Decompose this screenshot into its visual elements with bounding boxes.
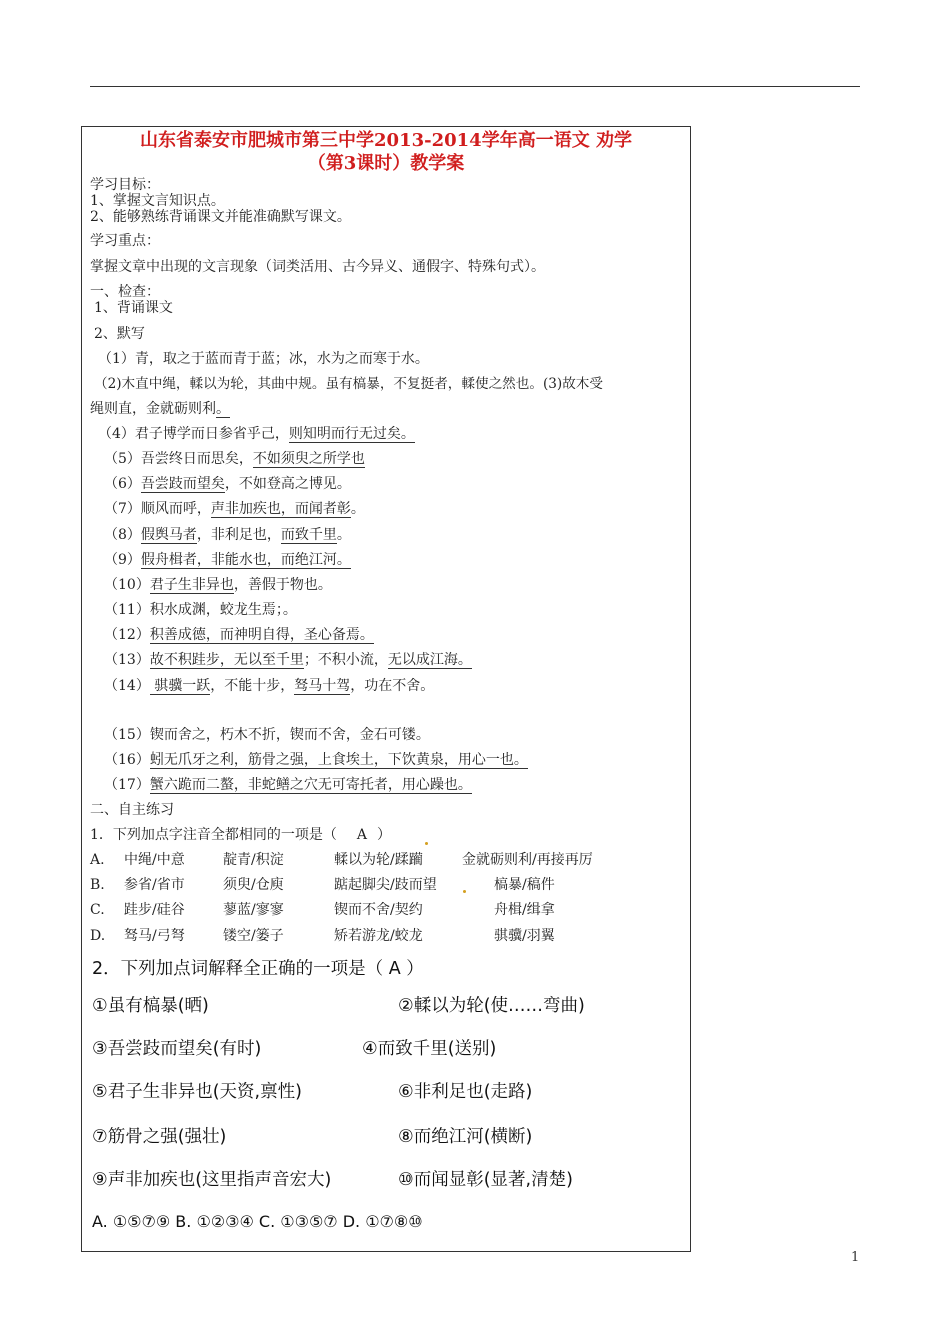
check-item-2: 2、默写: [94, 326, 145, 342]
q2-stem: 2．下列加点词解释全正确的一项是（ A ）: [92, 959, 424, 979]
q2-item-7: ⑦筋骨之强(强壮): [92, 1127, 227, 1147]
check-heading: 一、检查：: [90, 284, 160, 300]
check-item-1: 1、背诵课文: [94, 300, 173, 316]
q2-item-4: ④而致千里(送别): [362, 1039, 497, 1059]
recite-line-12: （12）积善成德，而神明自得，圣心备焉。: [104, 627, 374, 643]
recite-line-11: （11）积水成渊，蛟龙生焉；。: [104, 602, 297, 618]
recite-line-7: （7）顺风而呼，声非加疾也，而闻者彰。: [104, 501, 365, 517]
header-rule: [90, 86, 860, 87]
doc-title-line1: 山东省泰安市肥城市第三中学2013-2014学年高一语文 劝学: [140, 130, 632, 151]
recite-line-13: （13）故不积跬步，无以至千里；不积小流，无以成江海。: [104, 652, 472, 668]
recite-line-15: （15）锲而舍之，朽木不折，锲而不舍，金石可镂。: [104, 727, 430, 743]
goal-item-2: 2、能够熟练背诵课文并能准确默写课文。: [90, 209, 351, 225]
q1-stem: 1．下列加点字注音全都相同的一项是（ A ）: [90, 827, 392, 843]
recite-line-9: （9）假舟楫者，非能水也，而绝江河。: [104, 552, 351, 568]
recite-line-4: （4）君子博学而日参省乎己，则知明而行无过矣。: [98, 426, 415, 442]
q2-item-3: ③吾尝跂而望矣(有时): [92, 1039, 262, 1059]
q2-item-6: ⑥非利足也(走路): [398, 1082, 533, 1102]
emphasis-dot: [425, 842, 428, 845]
recite-line-2b: 绳则直，金就砺则利。: [90, 401, 230, 417]
practice-heading: 二、自主练习: [90, 802, 174, 818]
goals-heading: 学习目标：: [90, 177, 160, 193]
focus-text: 掌握文章中出现的文言现象（词类活用、古今异义、通假字、特殊句式）。: [90, 259, 545, 275]
q2-item-5: ⑤君子生非异也(天资,禀性): [92, 1082, 302, 1102]
goal-item-1: 1、掌握文言知识点。: [90, 193, 225, 209]
recite-line-10: （10）君子生非异也，善假于物也。: [104, 577, 332, 593]
page-number: 1: [851, 1250, 860, 1265]
recite-line-6: （6）吾尝跂而望矣，不如登高之博见。: [104, 476, 351, 492]
recite-line-1: （1）青，取之于蓝而青于蓝；冰，水为之而寒于水。: [98, 351, 429, 367]
doc-title-line2: （第3课时）教学案: [307, 153, 465, 174]
recite-line-8: （8）假舆马者，非利足也，而致千里。: [104, 527, 351, 543]
q2-item-1: ①虽有槁暴(晒): [92, 996, 209, 1016]
q1-answer: A: [356, 827, 368, 843]
recite-line-14: （14） 骐骥一跃，不能十步，驽马十驾，功在不舍。: [104, 678, 435, 694]
recite-line-17: （17）蟹六跪而二螯，非蛇鳝之穴无可寄托者，用心躁也。: [104, 777, 472, 793]
q2-item-2: ②輮以为轮(使……弯曲): [398, 996, 585, 1016]
q2-answer-options: A. ①⑤⑦⑨ B. ①②③④ C. ①③⑤⑦ D. ①⑦⑧⑩: [92, 1212, 423, 1231]
q2-item-9: ⑨声非加疾也(这里指声音宏大): [92, 1170, 332, 1190]
focus-heading: 学习重点：: [90, 233, 160, 249]
recite-line-5: （5）吾尝终日而思矣，不如须臾之所学也: [104, 451, 365, 467]
q2-item-10: ⑩而闻显彰(显著,清楚): [398, 1170, 573, 1190]
recite-line-2a: （2)木直中绳，輮以为轮，其曲中规。虽有槁暴，不复挺者，輮使之然也。(3)故木受: [94, 376, 603, 392]
q2-item-8: ⑧而绝江河(横断): [398, 1127, 533, 1147]
emphasis-dot: [463, 890, 466, 893]
recite-line-16: （16）蚓无爪牙之利，筋骨之强，上食埃土，下饮黄泉，用心一也。: [104, 752, 528, 768]
